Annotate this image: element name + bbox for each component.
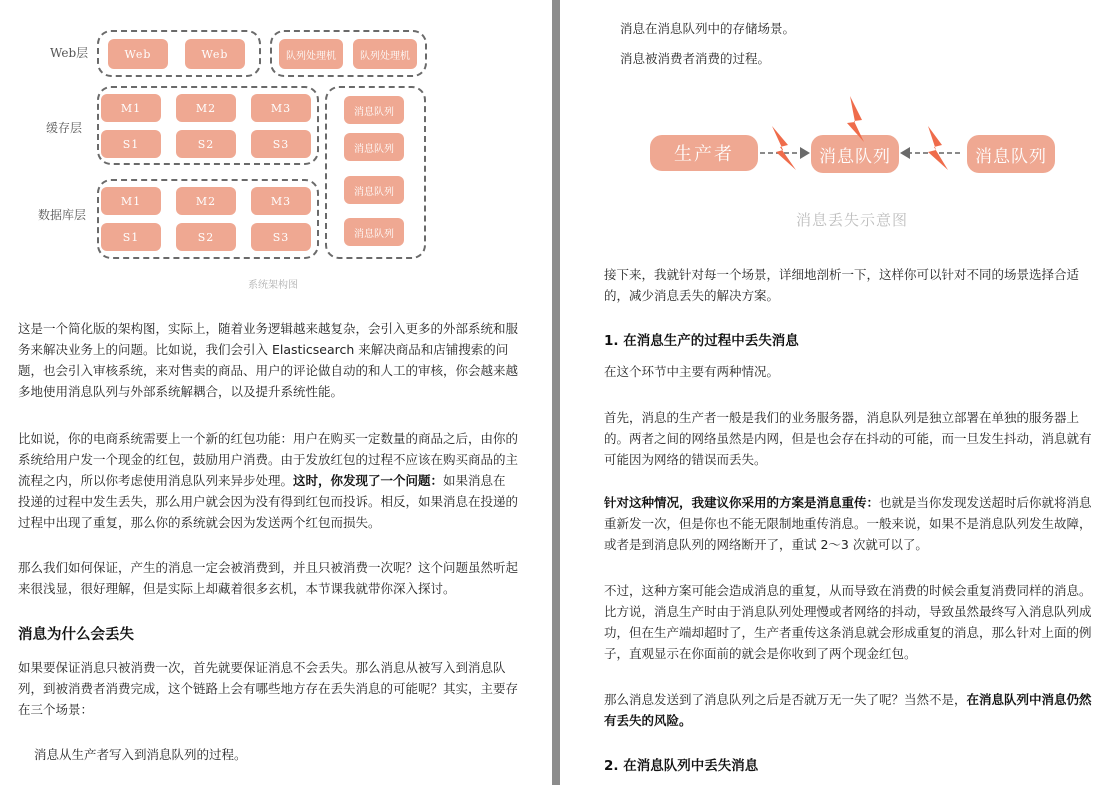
paragraph-queue-risk-text: 那么消息发送到了消息队列之后是否就万无一失了呢？当然不是， [604, 692, 967, 707]
queue-node: 消息队列 [344, 96, 404, 124]
cache-node: M3 [251, 94, 311, 122]
db-layer-label: 数据库层 [38, 208, 87, 222]
db-node: M1 [101, 187, 161, 215]
queue-node: 消息队列 [344, 218, 404, 246]
cache-node: S2 [176, 130, 236, 158]
db-node: S1 [101, 223, 161, 251]
web-node: Web [108, 39, 168, 69]
queue-processor-node: 队列处理机 [353, 39, 417, 69]
queue-node: 消息队列 [344, 133, 404, 161]
cache-node: S3 [251, 130, 311, 158]
db-node: M3 [251, 187, 311, 215]
left-page [0, 0, 552, 785]
web-layer-label: Web层 [50, 46, 89, 60]
db-node: M2 [176, 187, 236, 215]
arrows-and-lightning [560, 90, 1118, 190]
db-node: S3 [251, 223, 311, 251]
paragraph-red-packet [18, 428, 518, 533]
cache-node: S1 [101, 130, 161, 158]
paragraph-queue-risk-emphasis: 在消息队列中消息仍然有丢失的风险。 [604, 692, 1092, 728]
paragraph-analysis-intro: 接下来，我就针对每一个场景，详细地剖析一下，这样你可以针对不同的场景选择合适的，减少消息丢失的解决方案。 [604, 267, 1080, 303]
paragraph-red-packet-text-end: 如果消息在投递的过程中发生丢失，那么用户就会因为没有得到红包而投诉。相反，如果消息在投递的过程中出现了重复，那么你的系统就会因为发送两个红包而损失。 [18, 473, 519, 530]
paragraph-red-packet-text: 比如说，你的电商系统需要上一个新的红包功能：用户在购买一定数量的商品之后，由你的系统给用户发一个现金的红包，鼓励用户消费。由于发放红包的过程不应该在购买商品的主流程之内，所以你考虑使用消息队列来异步处理。 [18, 431, 519, 488]
producer-box: 生产者 [650, 135, 758, 171]
consumer-box: 消息队列 [967, 135, 1055, 173]
paragraph-network-jitter: 首先，消息的生产者一般是我们的业务服务器，消息队列是独立部署在单独的服务器上的。两者之间的网络虽然是内网，但是也会存在抖动的可能，而一旦发生抖动，消息就有可能因为网络的错误而丢失。 [604, 410, 1092, 467]
page-divider [552, 0, 560, 785]
architecture-caption: 系统架构图 [248, 280, 298, 291]
queue-box: 消息队列 [811, 135, 899, 173]
paragraph-retry-text: 也就是当你发现发送超时后你就将消息重新发一次，但是你也不能无限制地重传消息。一般来说，如果不是消息队列发生故障，或者是到消息队列的网络断开了，重试 2～3 次就可以了。 [604, 495, 1092, 552]
message-loss-caption: 消息丢失示意图 [796, 211, 909, 229]
paragraph-retry-emphasis: 针对这种情况，我建议你采用的方案是消息重传： [604, 495, 880, 510]
list-item-scenario-3: 消息被消费者消费的过程。 [620, 51, 771, 66]
lightning-icon [847, 96, 864, 142]
right-page [560, 0, 1118, 785]
paragraph-duplicate-messages: 不过，这种方案可能会造成消息的重复，从而导致在消费的时候会重复消费同样的消息。比方说，消息生产时由于消息队列处理慢或者网络的抖动，导致虽然最终写入消息队列成功，但在生产端却超时了，生产者重传这条消息就会形成重复的消息，那么针对上面的例子，直观显示在你面前的就会是你收到了两个现金红包。 [604, 583, 1092, 661]
cache-node: M2 [176, 94, 236, 122]
paragraph-retry-solution [604, 492, 1100, 555]
list-item-scenario-1: 消息从生产者写入到消息队列的过程。 [34, 747, 247, 762]
list-item-scenario-2: 消息在消息队列中的存储场景。 [620, 21, 796, 36]
section-heading-queue-loss: 2. 在消息队列中丢失消息 [604, 758, 759, 774]
paragraph-three-scenarios: 如果要保证消息只被消费一次，首先就要保证消息不会丢失。那么消息从被写入到消息队列，到被消费者消费完成，这个链路上会有哪些地方存在丢失消息的可能呢？其实，主要存在三个场景： [18, 660, 519, 717]
db-node: S2 [176, 223, 236, 251]
paragraph-question: 那么我们如何保证，产生的消息一定会被消费到，并且只被消费一次呢？这个问题虽然听起来很浅显，很好理解，但是实际上却藏着很多玄机，本节课我就带你深入探讨。 [18, 560, 519, 596]
queue-node: 消息队列 [344, 176, 404, 204]
paragraph-architecture: 这是一个简化版的架构图，实际上，随着业务逻辑越来越复杂，会引入更多的外部系统和服务来解决业务上的问题。比如说，我们会引入 Elasticsearch 来解决商品和店铺搜索的问题，也会引入审核系统，来对售卖的商品、用户的评论做自动的和人工的审核，你会越来越多地使用消息队列与外部系统解耦合，以及提升系统性能。 [18, 321, 519, 399]
section-heading-why-lost: 消息为什么会丢失 [18, 627, 134, 643]
lightning-icon [772, 126, 796, 170]
cache-layer-label: 缓存层 [46, 121, 83, 135]
architecture-diagram [0, 0, 552, 300]
paragraph-two-cases: 在这个环节中主要有两种情况。 [604, 364, 780, 379]
paragraph-queue-risk [604, 689, 1100, 731]
section-heading-production-loss: 1. 在消息生产的过程中丢失消息 [604, 333, 799, 349]
queue-processor-node: 队列处理机 [279, 39, 343, 69]
web-node: Web [185, 39, 245, 69]
paragraph-red-packet-emphasis: 这时，你发现了一个问题： [293, 473, 444, 488]
lightning-icon [928, 126, 948, 170]
cache-node: M1 [101, 94, 161, 122]
